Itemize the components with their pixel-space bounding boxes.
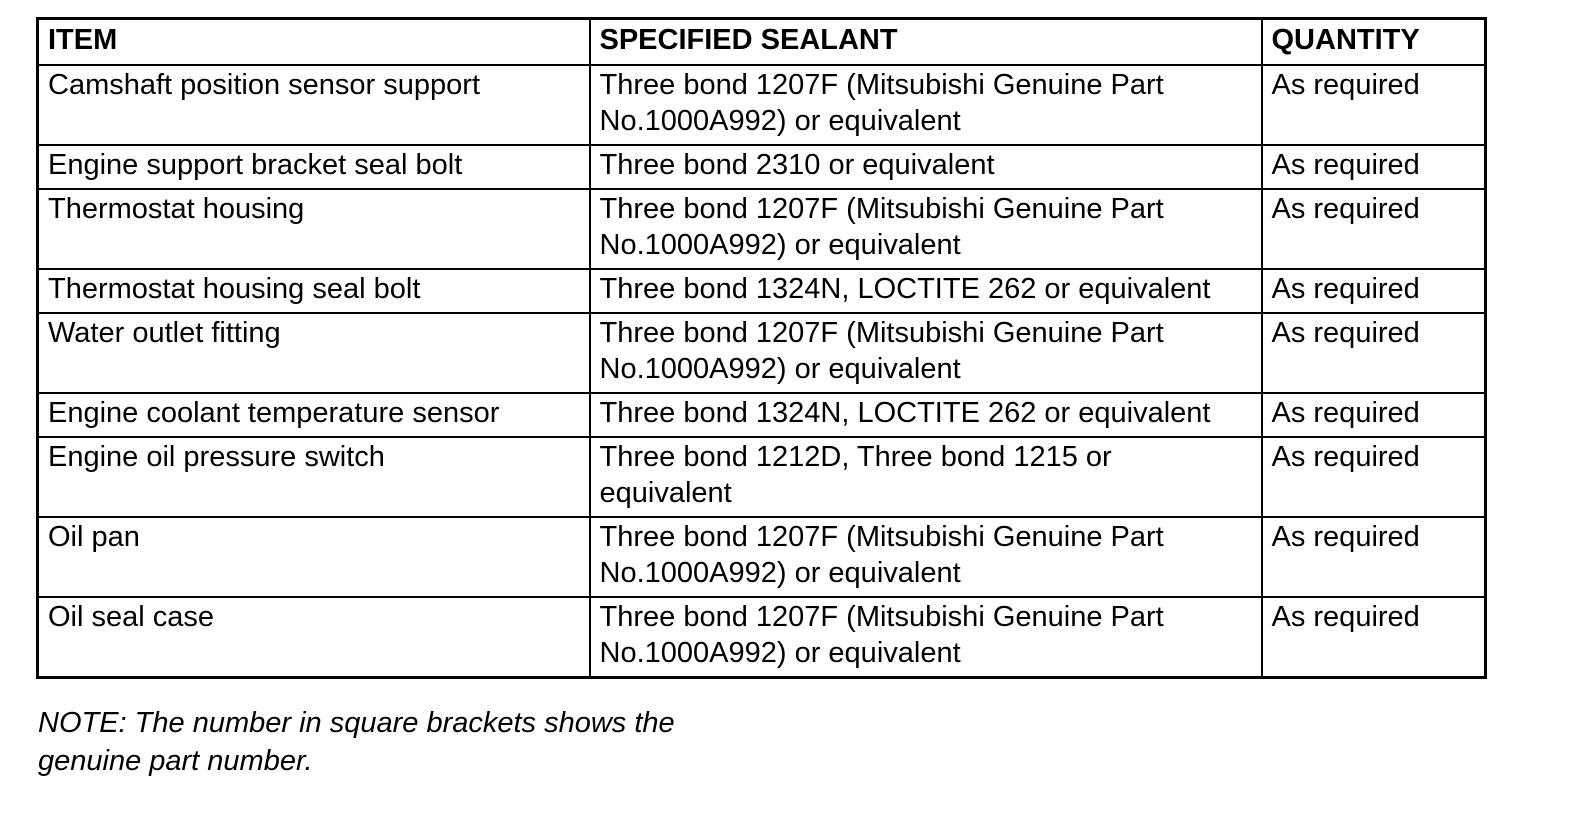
table-row [38, 437, 1486, 517]
sealant-line: No.1000A992) or equivalent [599, 105, 961, 137]
note-line: NOTE: The number in square brackets shows the [38, 707, 675, 739]
cell-quantity: As required [1262, 313, 1486, 393]
cell-quantity: As required [1262, 597, 1486, 678]
cell-item: Water outlet fitting [38, 313, 590, 393]
cell-quantity: As required [1262, 517, 1486, 597]
table-row [38, 189, 1486, 269]
cell-quantity: As required [1262, 437, 1486, 517]
sealant-line: Three bond 2310 or equivalent [599, 149, 995, 181]
cell-item: Thermostat housing seal bolt [38, 269, 590, 313]
table-row [38, 313, 1486, 393]
header-quantity: QUANTITY [1262, 19, 1486, 66]
cell-item: Camshaft position sensor support [38, 65, 590, 145]
cell-specified-sealant [590, 437, 1262, 517]
sealant-line: No.1000A992) or equivalent [599, 637, 961, 669]
cell-item: Oil seal case [38, 597, 590, 678]
table-row [38, 269, 1486, 313]
table-row [38, 517, 1486, 597]
cell-specified-sealant [590, 313, 1262, 393]
header-item: ITEM [38, 19, 590, 66]
sealant-line: Three bond 1207F (Mitsubishi Genuine Part [599, 193, 1164, 225]
cell-quantity: As required [1262, 269, 1486, 313]
header-specified-sealant: SPECIFIED SEALANT [590, 19, 1262, 66]
table-row [38, 393, 1486, 437]
cell-specified-sealant [590, 145, 1262, 189]
cell-specified-sealant [590, 189, 1262, 269]
sealant-line: Three bond 1207F (Mitsubishi Genuine Part [599, 317, 1164, 349]
cell-item: Thermostat housing [38, 189, 590, 269]
cell-quantity: As required [1262, 145, 1486, 189]
table-row [38, 65, 1486, 145]
cell-specified-sealant [590, 269, 1262, 313]
sealant-line: No.1000A992) or equivalent [599, 557, 961, 589]
cell-specified-sealant [590, 65, 1262, 145]
sealant-line: Three bond 1207F (Mitsubishi Genuine Part [599, 69, 1164, 101]
cell-item: Engine support bracket seal bolt [38, 145, 590, 189]
note-text [38, 704, 798, 780]
sealant-line: Three bond 1324N, LOCTITE 262 or equivalent [599, 397, 1211, 429]
table-header-row [38, 19, 1486, 66]
sealant-line: Three bond 1212D, Three bond 1215 or [599, 441, 1112, 473]
cell-quantity: As required [1262, 189, 1486, 269]
sealant-line: equivalent [599, 477, 732, 509]
sealant-table [36, 17, 1487, 679]
sealant-line: Three bond 1207F (Mitsubishi Genuine Part [599, 601, 1164, 633]
cell-item: Oil pan [38, 517, 590, 597]
sealant-line: Three bond 1324N, LOCTITE 262 or equivalent [599, 273, 1211, 305]
note-line: genuine part number. [38, 745, 313, 777]
sealant-line: No.1000A992) or equivalent [599, 229, 961, 261]
table-body [38, 65, 1486, 678]
cell-specified-sealant [590, 597, 1262, 678]
cell-quantity: As required [1262, 393, 1486, 437]
table-row [38, 597, 1486, 678]
table-row [38, 145, 1486, 189]
cell-quantity: As required [1262, 65, 1486, 145]
cell-item: Engine coolant temperature sensor [38, 393, 590, 437]
sealant-line: No.1000A992) or equivalent [599, 353, 961, 385]
cell-item: Engine oil pressure switch [38, 437, 590, 517]
sealant-line: Three bond 1207F (Mitsubishi Genuine Part [599, 521, 1164, 553]
cell-specified-sealant [590, 393, 1262, 437]
cell-specified-sealant [590, 517, 1262, 597]
